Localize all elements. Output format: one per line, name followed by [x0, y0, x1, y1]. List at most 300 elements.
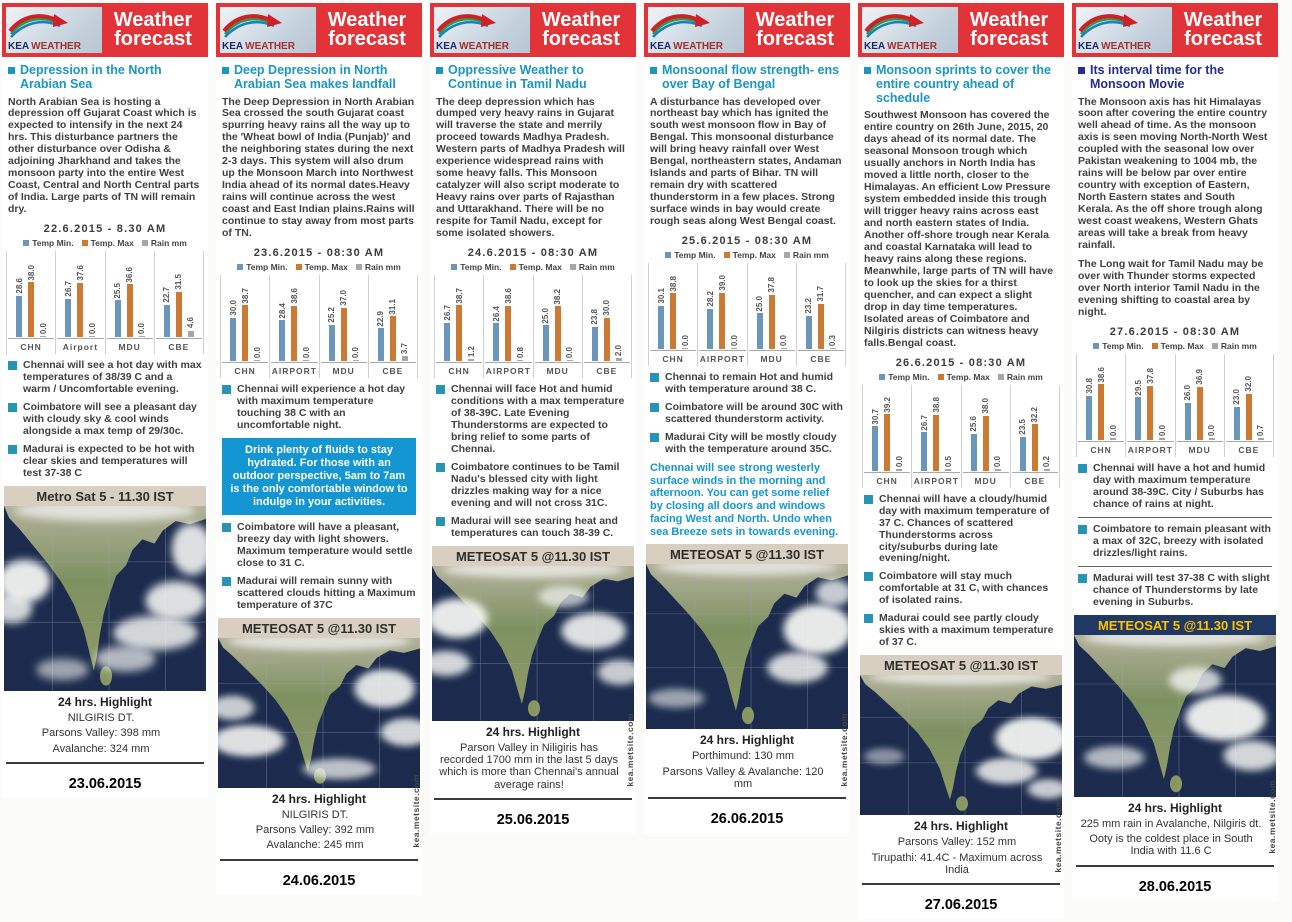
satellite-header: METEOSAT 5 @11.30 IST [646, 544, 848, 564]
bar-value: 38.7 [454, 287, 464, 304]
category-label: CBE [1024, 475, 1046, 486]
bar-value: 4.6 [186, 317, 196, 329]
legend-item: Rain mm [1212, 341, 1257, 351]
rain-bar [1256, 425, 1265, 440]
bar-value: 37.8 [767, 277, 777, 293]
highlight-title: 24 hrs. Highlight [485, 724, 580, 739]
bar-value: 0.0 [252, 346, 262, 358]
highlight-line: 225 mm rain in Avalanche, Nilgiris dt. [1080, 817, 1262, 830]
highlight-line: Parsons Valley & Avalanche: 120 mm [662, 765, 824, 791]
logo-text: KEA WEATHER [8, 41, 81, 52]
legend-item: Temp. Max [938, 372, 990, 382]
category-label: MDU [546, 366, 569, 377]
panel-headline: Depression in the North Arabian Sea [8, 64, 202, 92]
bullet-square-icon [8, 403, 17, 412]
bar-value: 0.0 [779, 334, 789, 346]
divider-rule [1076, 865, 1274, 867]
rainbow-arrow-icon [864, 10, 930, 40]
body-paragraph: A disturbance has developed over northeast bay which has ignited the south west monsoon flow in Bay of Bengal. This monsoonal disturbance will bring heavy rainfall over West Bengal, northeastern states, Andaman Islands and parts of Bihar. TN will remain dry with scattered thunderstorm in a few places. Strong surface winds in bay would create rough seas along West Bengal coast. [650, 95, 842, 228]
temp-max-bar [455, 288, 464, 361]
rainbow-arrow-icon [1078, 10, 1144, 40]
bar-value: 25.6 [969, 416, 979, 432]
temp-min-bar [162, 287, 171, 337]
kea-weather-logo [862, 7, 958, 53]
bullet-square-icon [436, 463, 445, 472]
rain-bar [516, 347, 525, 362]
bullet-item: Coimbatore will have a pleasant, breezy day with light showers. Maximum temperature would settle close to 31 C. [222, 522, 416, 570]
category-label: MDU [118, 342, 141, 353]
bullet-item: Coimbatore continues to be Tamil Nadu's blessed city with light drizzles making way for a nice evening and will not cross 31C. [436, 462, 630, 510]
category-label: CBE [810, 354, 832, 365]
bullet-square-icon [8, 361, 17, 370]
bar-value: 25.5 [113, 282, 123, 299]
bullet-list [222, 384, 416, 612]
bar-value: 37.6 [75, 265, 85, 282]
bar-value: 38.6 [503, 287, 513, 304]
footer-date: 27.06.2015 [924, 897, 998, 914]
bar-value: 38.2 [553, 288, 563, 305]
chart-legend [216, 262, 422, 272]
forecast-panel [430, 3, 636, 834]
banner-title: Weather forecast [969, 9, 1049, 50]
bullet-square-icon [222, 523, 231, 532]
bar-value: 38.8 [668, 275, 678, 292]
satellite-image [1074, 635, 1276, 797]
bar-value: 22.9 [376, 310, 386, 327]
bullet-item: Chennai will have a cloudy/humid day with maximum temperature of 37 C. Chances of scattered Thunderstorms across city/suburbs during late evening/night. [864, 494, 1058, 566]
temp-max-bar [553, 289, 562, 362]
temp-max-bar [1097, 367, 1106, 440]
bar-value: 0.7 [1256, 425, 1266, 437]
bullet-item: Coimbatore will stay much comfortable at 31 C, with chances of isolated rains. [864, 571, 1058, 607]
body-paragraph: North Arabian Sea is hosting a depression off Gujarat Coast which is expected to intensify in the next 24 hrs. This disturbance partners the other disturbance over Odisha & adjoining Jharkhand and takes the monsoon party into the entire West Coast, Central and North Central parts of India. Large parts of TN will remain dry. [8, 95, 200, 216]
highlight-title: 24 hrs. Highlight [913, 819, 1008, 834]
bar-value: 0.0 [137, 322, 147, 334]
panel-headline: Oppressive Weather to Continue in Tamil Nadu [436, 64, 630, 92]
bullet-list [1078, 463, 1272, 609]
bar-value: 31.1 [388, 298, 398, 315]
bar-value: 25.0 [541, 307, 551, 324]
legend-swatch-icon [879, 374, 885, 380]
bar-group [911, 385, 960, 488]
bar-value: 0.3 [828, 334, 838, 346]
satellite-header: METEOSAT 5 @11.30 IST [860, 655, 1062, 675]
watermark-text: kea.metsite.com [1267, 779, 1277, 854]
bullet-item: Madurai City will be mostly cloudy with the temperature around 35C. [650, 432, 844, 456]
legend-swatch-icon [296, 264, 302, 270]
weather-forecast-banner [216, 3, 422, 57]
headline-bullet-icon [8, 67, 15, 74]
highlight-line: Parsons Valley: 398 mm [41, 727, 161, 740]
body-paragraph: The deep depression which has dumped very heavy rains in Gujarat will traverse the state and merrily proceed towards Madhya Pradesh. Western parts of Madhya Pradesh will experience widespread rains with some heavy falls. This Monsoon catalyzer will also script moderate to Heavy rains over parts of Rajasthan and Uttarakhand. There will be no respite for Tamil Nadu, except for some isolated showers. [436, 95, 625, 240]
legend-swatch-icon [142, 240, 148, 246]
temp-min-bar [541, 308, 550, 362]
bar-value: 23.0 [1232, 389, 1242, 405]
category-label: CBE [382, 366, 404, 377]
bar-group [319, 275, 368, 378]
temp-max-bar [1195, 369, 1204, 440]
bullet-list [864, 494, 1058, 650]
bar-value: 26.0 [1183, 384, 1193, 401]
temp-min-bar [376, 311, 385, 362]
headline-bullet-icon [864, 67, 871, 74]
bar-value: 36.9 [1195, 369, 1205, 385]
satellite-image [646, 564, 848, 729]
satellite-block [646, 564, 848, 790]
temp-max-bar [816, 286, 825, 349]
forecast-panel [1072, 3, 1278, 901]
highlight-line: NILGIRIS DT. [281, 808, 349, 821]
kea-weather-logo [6, 7, 102, 53]
category-label: CBE [168, 342, 190, 353]
legend-item: Temp. Max [510, 262, 562, 272]
bar-group [6, 251, 55, 354]
rain-bar [895, 456, 904, 471]
temp-min-bar [492, 306, 501, 362]
bar-group [434, 275, 483, 378]
bullet-square-icon [436, 517, 445, 526]
bar-group [154, 251, 204, 354]
rain-bar [828, 335, 837, 350]
bullet-square-icon [650, 403, 659, 412]
kea-weather-logo [648, 7, 744, 53]
bar-group [220, 275, 269, 378]
chart-datetime: 22.6.2015 - 8.30 AM [43, 223, 167, 236]
satellite-block [1074, 635, 1276, 858]
bullet-item: Chennai will see a hot day with max temperatures of 38/39 C and a warm / Uncomfortable evening. [8, 360, 202, 396]
legend-swatch-icon [784, 252, 790, 258]
category-label: MDU [974, 475, 997, 486]
kea-weather-logo [1076, 7, 1172, 53]
rain-bar [302, 347, 311, 362]
rain-bar [467, 346, 476, 361]
bar-group [1224, 354, 1274, 457]
bar-value: 39.0 [717, 275, 727, 291]
temp-min-bar [113, 283, 122, 337]
bar-value: 31.7 [816, 285, 826, 302]
logo-text: KEA WEATHER [864, 41, 937, 52]
bar-value: 0.0 [680, 334, 690, 346]
bar-value: 29.5 [1133, 379, 1143, 396]
category-label: CBE [1238, 444, 1260, 455]
temperature-rain-chart [434, 275, 632, 378]
divider-rule [862, 883, 1060, 885]
advisory-callout-box: Drink plenty of fluids to stay hydrated. For those with an outdoor perspective, 5am to 7am is the only comfortable window to indulge in your activities. [222, 438, 416, 515]
bullet-item: Madurai could see partly cloudy skies with a maximum temperature of 37 C. [864, 613, 1058, 649]
divider-rule [6, 762, 204, 764]
rain-bar [1109, 425, 1118, 440]
bar-value: 30.7 [870, 408, 880, 425]
panel-headline: Deep Depression in North Arabian Sea makes landfall [222, 64, 416, 92]
rain-bar [1158, 425, 1167, 440]
bar-group [533, 275, 582, 378]
bar-value: 30.1 [656, 288, 666, 304]
bar-value: 23.8 [590, 309, 600, 325]
bullet-square-icon [1078, 525, 1087, 534]
legend-swatch-icon [938, 374, 944, 380]
bullet-square-icon [864, 572, 873, 581]
temp-min-bar [590, 309, 599, 361]
bar-value: 26.7 [442, 305, 452, 321]
legend-swatch-icon [1093, 343, 1099, 349]
legend-item: Rain mm [570, 262, 615, 272]
category-label: CHN [20, 342, 42, 353]
bar-value: 30.0 [228, 300, 238, 316]
temp-min-bar [969, 416, 978, 470]
satellite-image [218, 638, 420, 788]
satellite-image [860, 675, 1062, 815]
panel-headline: Monsoonal flow strength- ens over Bay of Bengal [650, 64, 844, 92]
bullet-item: Chennai will face Hot and humid conditions with a max temperature of 38-39C. Late Evening Thunderstorms are expected to bring relief to some parts of Chennai. [436, 384, 630, 456]
bar-value: 3.7 [400, 342, 410, 354]
bar-value: 1.2 [466, 346, 476, 358]
bullet-list [436, 384, 630, 540]
bar-value: 39.2 [882, 396, 892, 413]
highlight-line: Tirupathi: 41.4C - Maximum across India [871, 851, 1043, 876]
bullet-item: Madurai will remain sunny with scattered clouds hitting a Maximum temperature of 37C [222, 576, 416, 612]
weather-forecast-banner [430, 3, 636, 57]
bar-group [1010, 385, 1060, 488]
rain-bar [779, 335, 788, 350]
bullet-item: Coimbatore will see a pleasant day with cloudy sky & cool winds alongside a max temp of 29/30c. [8, 402, 202, 438]
rain-bar [1042, 456, 1051, 471]
bar-value: 38.6 [289, 287, 299, 304]
bullet-list [650, 372, 844, 538]
temp-max-bar [339, 290, 348, 361]
temperature-rain-chart [1076, 354, 1274, 457]
bullet-square-icon [8, 445, 17, 454]
bar-value: 26.7 [63, 281, 73, 297]
panel-headline: Its interval time for the Monsoon Movie [1078, 64, 1272, 92]
bar-value: 0.0 [1108, 425, 1118, 437]
bar-group [483, 275, 532, 378]
kea-weather-logo [220, 7, 316, 53]
banner-title: Weather forecast [541, 9, 621, 50]
legend-swatch-icon [237, 264, 243, 270]
bar-group [697, 263, 746, 366]
legend-swatch-icon [356, 264, 362, 270]
temperature-rain-chart [862, 385, 1060, 488]
bar-group [55, 251, 104, 354]
satellite-block [218, 638, 420, 852]
banner-title: Weather forecast [1183, 9, 1263, 50]
bar-group [1125, 354, 1174, 457]
watermark-text: kea.metsite.com [1053, 798, 1063, 873]
bar-group [1076, 354, 1125, 457]
category-label: AIRPORT [271, 366, 317, 377]
satellite-block [432, 566, 634, 791]
bullet-list [8, 360, 202, 480]
bar-value: 38.0 [981, 398, 991, 414]
temp-max-bar [1244, 376, 1253, 440]
bar-value: 23.5 [1018, 419, 1028, 435]
bar-group [796, 263, 846, 366]
bullet-item: Coimbatore to remain pleasant with a max of 32C, breezy with isolated drizzles/light rains. [1078, 524, 1272, 567]
footer-date: 28.06.2015 [1138, 878, 1212, 895]
chart-legend [430, 262, 636, 272]
temp-min-bar [1018, 419, 1027, 470]
category-label: CHN [234, 366, 256, 377]
bar-value: 26.4 [491, 305, 501, 322]
bar-value: 30.8 [1084, 378, 1094, 394]
rain-bar [944, 456, 953, 471]
bar-value: 0.0 [38, 322, 48, 334]
body-paragraph: The Deep Depression in North Arabian Sea crossed the south Gujarat coast spurring heavy rains all the way up to the 'Wheat bowl of India (Punjab)' and the neighboring states during the next 2-3 days. This system will also drum up the Monsoon March into Northwest India ahead of its normal dates.Heavy rains will continue across the west coast and East Indian plains.Rains will continue to stay away from most parts of TN. [222, 95, 415, 240]
chart-legend [644, 250, 850, 260]
forecast-panel [2, 3, 208, 798]
bar-value: 32.2 [1030, 406, 1040, 423]
weather-forecast-banner [2, 3, 208, 57]
legend-item: Temp Min. [237, 262, 287, 272]
legend-swatch-icon [1212, 343, 1218, 349]
footer-date: 26.06.2015 [710, 811, 784, 828]
bar-value: 36.6 [125, 266, 135, 283]
temp-max-bar [125, 267, 134, 337]
bar-value: 26.7 [919, 414, 929, 431]
temp-max-bar [883, 397, 892, 471]
legend-swatch-icon [570, 264, 576, 270]
rainbow-arrow-icon [8, 10, 74, 40]
chart-datetime: 25.6.2015 - 08:30 AM [681, 235, 813, 248]
rain-bar [253, 347, 262, 362]
temp-max-bar [388, 299, 397, 361]
bar-value: 0.0 [993, 456, 1003, 468]
rain-bar [400, 343, 409, 361]
temp-max-bar [76, 265, 85, 337]
highlight-line: Parsons Valley: 152 mm [897, 836, 1017, 849]
bar-value: 28.6 [14, 278, 24, 295]
highlight-title: 24 hrs. Highlight [271, 791, 366, 806]
category-label: AIRPORT [699, 354, 745, 365]
legend-swatch-icon [665, 252, 671, 258]
bullet-item: Madurai is expected to be hot with clear skies and temperatures will test 37-38 C [8, 444, 202, 480]
temperature-rain-chart [648, 263, 846, 366]
bullet-item: Chennai to remain Hot and humid with temperature around 38 C. [650, 372, 844, 396]
temp-min-bar [15, 278, 24, 337]
watermark-text: kea.metsite.com [839, 712, 849, 787]
bar-value: 28.2 [705, 290, 715, 307]
chart-datetime: 24.6.2015 - 08:30 AM [467, 247, 599, 260]
legend-swatch-icon [23, 240, 29, 246]
bar-value: 31.5 [174, 274, 184, 290]
logo-text: KEA WEATHER [1078, 41, 1151, 52]
temp-max-bar [669, 276, 678, 349]
legend-item: Temp Min. [451, 262, 501, 272]
bar-value: 2.0 [614, 345, 624, 357]
bar-value: 0.5 [943, 456, 953, 468]
legend-item: Rain mm [998, 372, 1043, 382]
bar-group [105, 251, 154, 354]
category-label: CHN [876, 475, 898, 486]
rainbow-arrow-icon [436, 10, 502, 40]
bar-value: 30.0 [602, 300, 612, 316]
chart-datetime: 26.6.2015 - 08:30 AM [895, 356, 1027, 369]
watermark-text: kea.metsite.com [411, 773, 421, 848]
legend-item: Temp Min. [1093, 341, 1143, 351]
temp-max-bar [602, 300, 611, 361]
bullet-square-icon [1078, 464, 1087, 473]
bar-group [368, 275, 418, 378]
legend-item: Temp Min. [665, 250, 715, 260]
temp-min-bar [755, 296, 764, 350]
bar-value: 25.2 [327, 307, 337, 323]
category-label: CHN [448, 366, 470, 377]
body-paragraph: The Monsoon axis has hit Himalayas soon after covering the entire country well ahead of time. As the monsoon axis is seen moving North-North West coupled with the seasonal low over Pakistan weakening to 1004 mb, the rains will be below par over entire country with exception of Eastern, North Eastern states and South Kerala. As the off shore trough along west coast weakens, Western Ghats areas will take a break from heavy rainfall. [1078, 95, 1268, 252]
advisory-callout-text: Chennai will see strong westerly surface winds in the morning and afternoon. You can get some relief by closing all doors and windows facing West and North. Undo when sea Breeze sets in towards evening. [650, 461, 839, 538]
temp-max-bar [290, 288, 299, 361]
highlight-line: Avalanche: 245 mm [266, 839, 364, 852]
bar-group [648, 263, 697, 366]
satellite-header: METEOSAT 5 @11.30 IST [218, 618, 420, 638]
bar-value: 38.7 [240, 287, 250, 304]
highlight-line: Porthimund: 130 mm [691, 750, 795, 763]
banner-title: Weather forecast [755, 9, 835, 50]
chart-datetime: 27.6.2015 - 08:30 AM [1109, 325, 1241, 338]
rainbow-arrow-icon [222, 10, 288, 40]
body-paragraph: The Long wait for Tamil Nadu may be over with Thunder storms expected over North interior Tamil Nadu in the evening shifting to coastal area by night. [1078, 258, 1264, 318]
logo-text: KEA WEATHER [650, 41, 723, 52]
bullet-item: Coimbatore will be around 30C with scattered thunderstorm activity. [650, 402, 844, 426]
headline-bullet-icon [436, 67, 443, 74]
temp-max-bar [767, 277, 776, 349]
bullet-square-icon [650, 373, 659, 382]
highlight-line: Ooty is the coldest place in South India with 11.6 C [1089, 832, 1253, 858]
temp-max-bar [241, 288, 250, 361]
rain-bar [137, 323, 146, 338]
temp-min-bar [1085, 378, 1094, 440]
rain-bar [614, 345, 623, 361]
kea-weather-logo [434, 7, 530, 53]
legend-item: Rain mm [784, 250, 829, 260]
satellite-header: METEOSAT 5 @11.30 IST [432, 546, 634, 566]
bar-value: 0.0 [87, 322, 97, 334]
bullet-item: Madurai will test 37-38 C with slight chance of Thunderstorms by late evening in Suburbs. [1078, 573, 1272, 609]
temp-max-bar [1030, 407, 1039, 471]
legend-swatch-icon [1152, 343, 1158, 349]
bar-value: 0.0 [301, 346, 311, 358]
bullet-item: Chennai will experience a hot day with maximum temperature touching 38 C with an uncomfortable night. [222, 384, 416, 432]
category-label: AIRPORT [913, 475, 959, 486]
legend-item: Rain mm [356, 262, 401, 272]
panel-headline: Monsoon sprints to cover the entire country ahead of schedule [864, 64, 1058, 105]
category-label: CBE [596, 366, 618, 377]
temp-min-bar [443, 305, 452, 361]
satellite-block [4, 506, 206, 755]
footer-date: 24.06.2015 [282, 872, 356, 889]
bar-value: 37.0 [339, 290, 349, 306]
temp-max-bar [1146, 368, 1155, 440]
divider-rule [434, 798, 632, 800]
temp-min-bar [64, 281, 73, 337]
bullet-square-icon [436, 385, 445, 394]
bullet-square-icon [222, 385, 231, 394]
bullet-square-icon [222, 577, 231, 586]
bar-group [269, 275, 318, 378]
bar-value: 0.0 [351, 346, 361, 358]
bar-value: 25.0 [755, 295, 765, 312]
rain-bar [730, 335, 739, 350]
highlight-title: 24 hrs. Highlight [1127, 800, 1222, 815]
temp-min-bar [657, 288, 666, 349]
satellite-header: Metro Sat 5 - 11.30 IST [4, 486, 206, 506]
bar-value: 0.0 [565, 346, 575, 358]
satellite-header: METEOSAT 5 @11.30 IST [1074, 615, 1276, 635]
temp-min-bar [1232, 389, 1241, 440]
highlight-line: NILGIRIS DT. [67, 711, 135, 724]
highlight-title: 24 hrs. Highlight [699, 733, 794, 748]
satellite-image [432, 566, 634, 721]
legend-swatch-icon [451, 264, 457, 270]
